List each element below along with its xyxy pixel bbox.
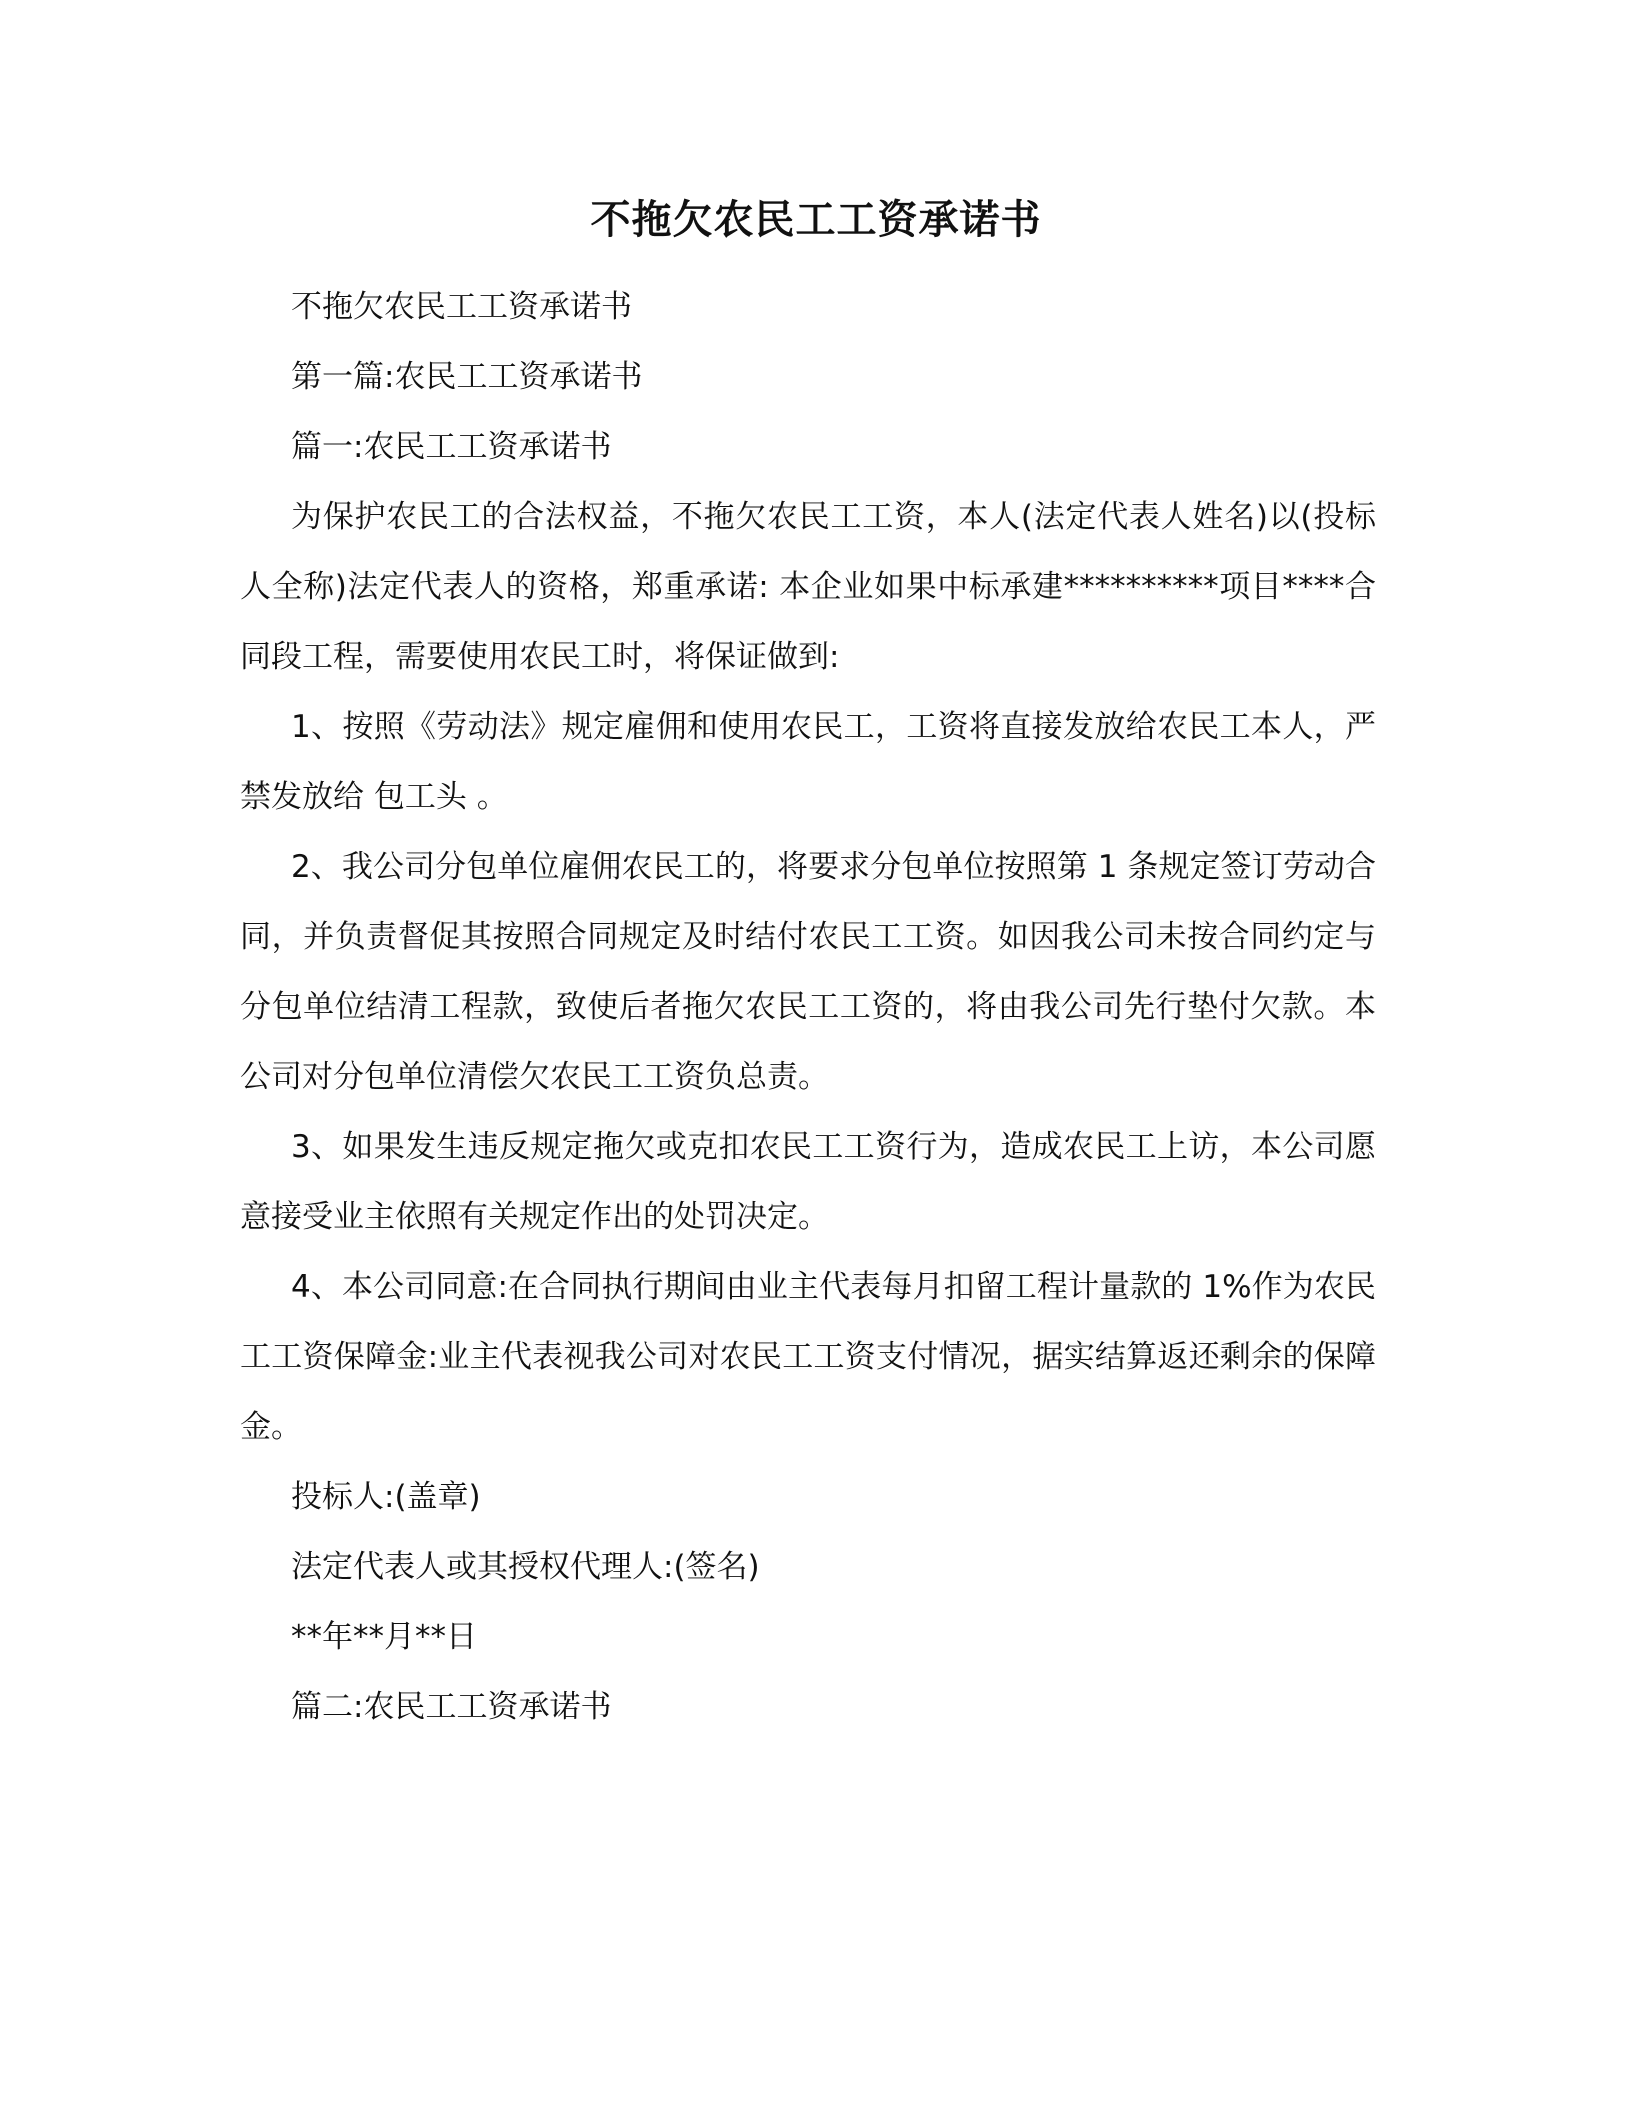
section-heading-part-one: 篇一:农民工工资承诺书 (291, 429, 612, 465)
subtitle-paragraph: 不拖欠农民工工资承诺书 (291, 289, 632, 325)
clause-1-paragraph: 1、按照《劳动法》规定雇佣和使用农民工，工资将直接发放给农民工本人，严禁发放给 包工头 。 (240, 709, 1376, 815)
clause-4-paragraph: 4、本公司同意:在合同执行期间由业主代表每月扣留工程计量款的 1%作为农民工工资保障金:业主代表视我公司对农民工工资支付情况，据实结算返还剩余的保障金。 (240, 1269, 1376, 1445)
clause-2-paragraph: 2、我公司分包单位雇佣农民工的，将要求分包单位按照第 1 条规定签订劳动合同，并负责督促其按照合同规定及时结付农民工工资。如因我公司未按合同约定与分包单位结清工程款，致使后者拖欠农民工工资的，将由我公司先行垫付欠款。本公司对分包单位清偿欠农民工工资负总责。 (240, 849, 1376, 1095)
date-line: **年**月**日 (291, 1619, 477, 1655)
document-title: 不拖欠农民工工资承诺书 (590, 197, 1042, 243)
clause-3-paragraph: 3、如果发生违反规定拖欠或克扣农民工工资行为，造成农民工上访，本公司愿意接受业主依照有关规定作出的处罚决定。 (240, 1129, 1376, 1235)
section-heading-part-two: 篇二:农民工工资承诺书 (291, 1689, 612, 1725)
bidder-seal-line: 投标人:(盖章) (291, 1479, 481, 1515)
intro-paragraph: 为保护农民工的合法权益，不拖欠农民工工资，本人(法定代表人姓名)以(投标人全称)法定代表人的资格，郑重承诺: 本企业如果中标承建**********项目****合同段工程，需要使用农民工时，将保证做到: (240, 499, 1376, 675)
section-heading-first: 第一篇:农民工工资承诺书 (291, 359, 643, 395)
representative-signature-line: 法定代表人或其授权代理人:(签名) (291, 1549, 760, 1585)
document-body (240, 272, 1376, 1742)
